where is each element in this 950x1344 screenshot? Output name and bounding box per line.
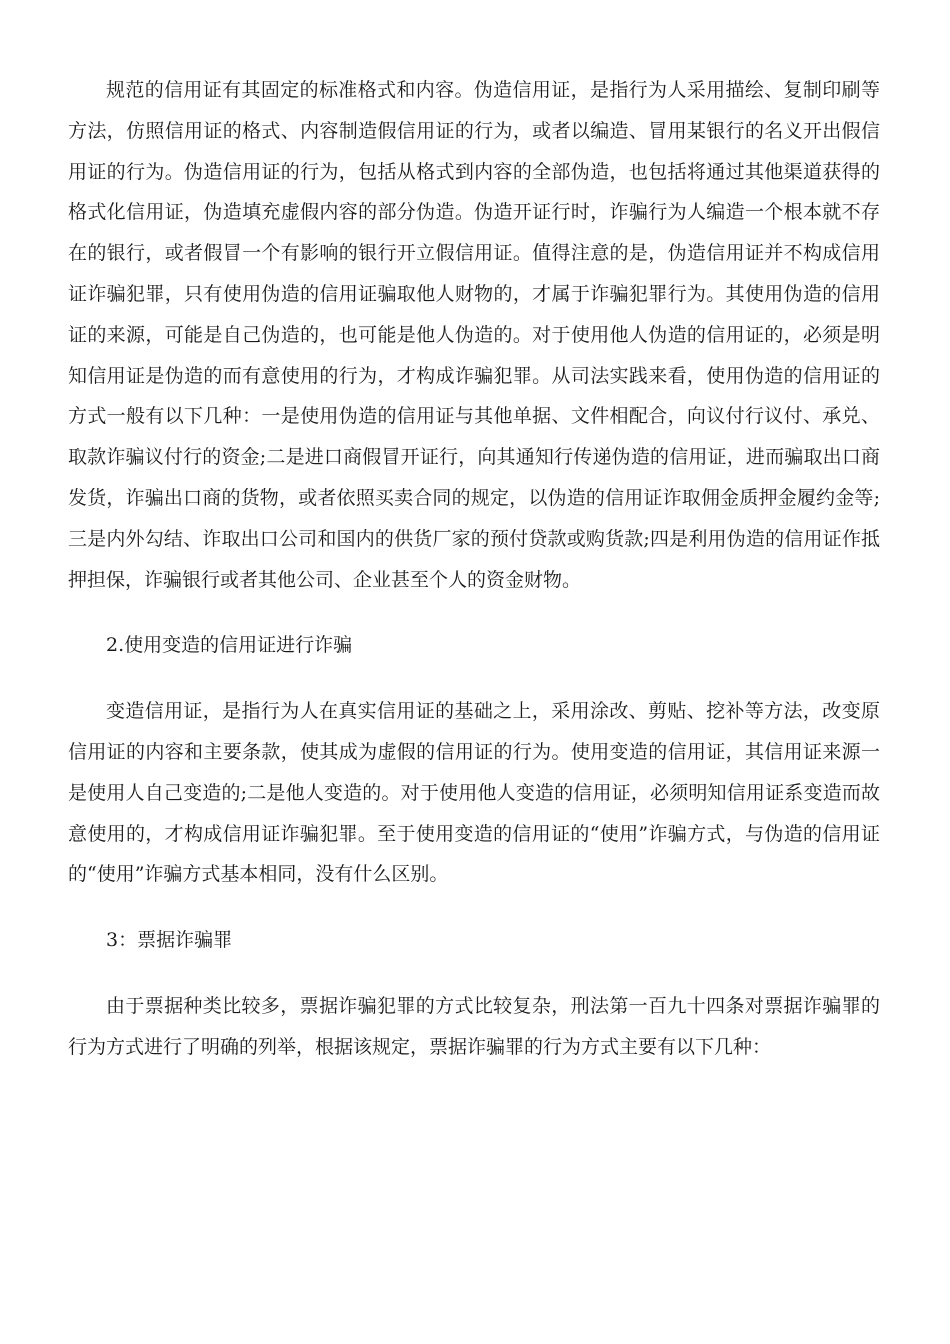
paragraph-gap [68, 600, 880, 625]
paragraph-gap [68, 961, 880, 986]
paragraph-gap [68, 895, 880, 920]
section-heading: 2.使用变造的信用证进行诈骗 [106, 634, 353, 657]
document-page [68, 70, 880, 1068]
section-heading: 3：票据诈骗罪 [106, 929, 233, 952]
body-paragraph: 由于票据种类比较多，票据诈骗犯罪的方式比较复杂，刑法第一百九十四条对票据诈骗罪的行为方式进行了明确的列举，根据该规定，票据诈骗罪的行为方式主要有以下几种： [68, 994, 880, 1058]
body-paragraph: 变造信用证，是指行为人在真实信用证的基础之上，采用涂改、剪贴、挖补等方法，改变原信用证的内容和主要条款，使其成为虚假的信用证的行为。使用变造的信用证，其信用证来源一是使用人自己变造的;二是他人变造的。对于使用他人变造的信用证，必须明知信用证系变造而故意使用的，才构成信用证诈骗犯罪。至于使用变造的信用证的“使用”诈骗方式，与伪造的信用证的“使用”诈骗方式基本相同，没有什么区别。 [68, 700, 880, 886]
body-paragraph: 规范的信用证有其固定的标准格式和内容。伪造信用证，是指行为人采用描绘、复制印刷等方法，仿照信用证的格式、内容制造假信用证的行为，或者以编造、冒用某银行的名义开出假信用证的行为。伪造信用证的行为，包括从格式到内容的全部伪造，也包括将通过其他渠道获得的格式化信用证，伪造填充虚假内容的部分伪造。伪造开证行时，诈骗行为人编造一个根本就不存在的银行，或者假冒一个有影响的银行开立假信用证。值得注意的是，伪造信用证并不构成信用证诈骗犯罪，只有使用伪造的信用证骗取他人财物的，才属于诈骗犯罪行为。其使用伪造的信用证的来源，可能是自己伪造的，也可能是他人伪造的。对于使用他人伪造的信用证的，必须是明知信用证是伪造的而有意使用的行为，才构成诈骗犯罪。从司法实践来看，使用伪造的信用证的方式一般有以下几种：一是使用伪造的信用证与其他单据、文件相配合，向议付行议付、承兑、取款诈骗议付行的资金;二是进口商假冒开证行，向其通知行传递伪造的信用证，进而骗取出口商发货，诈骗出口商的货物，或者依照买卖合同的规定，以伪造的信用证诈取佣金质押金履约金等;三是内外勾结、诈取出口公司和国内的供货厂家的预付贷款或购货款;四是利用伪造的信用证作抵押担保，诈骗银行或者其他公司、企业甚至个人的资金财物。 [68, 79, 880, 591]
paragraph-gap [68, 666, 880, 691]
